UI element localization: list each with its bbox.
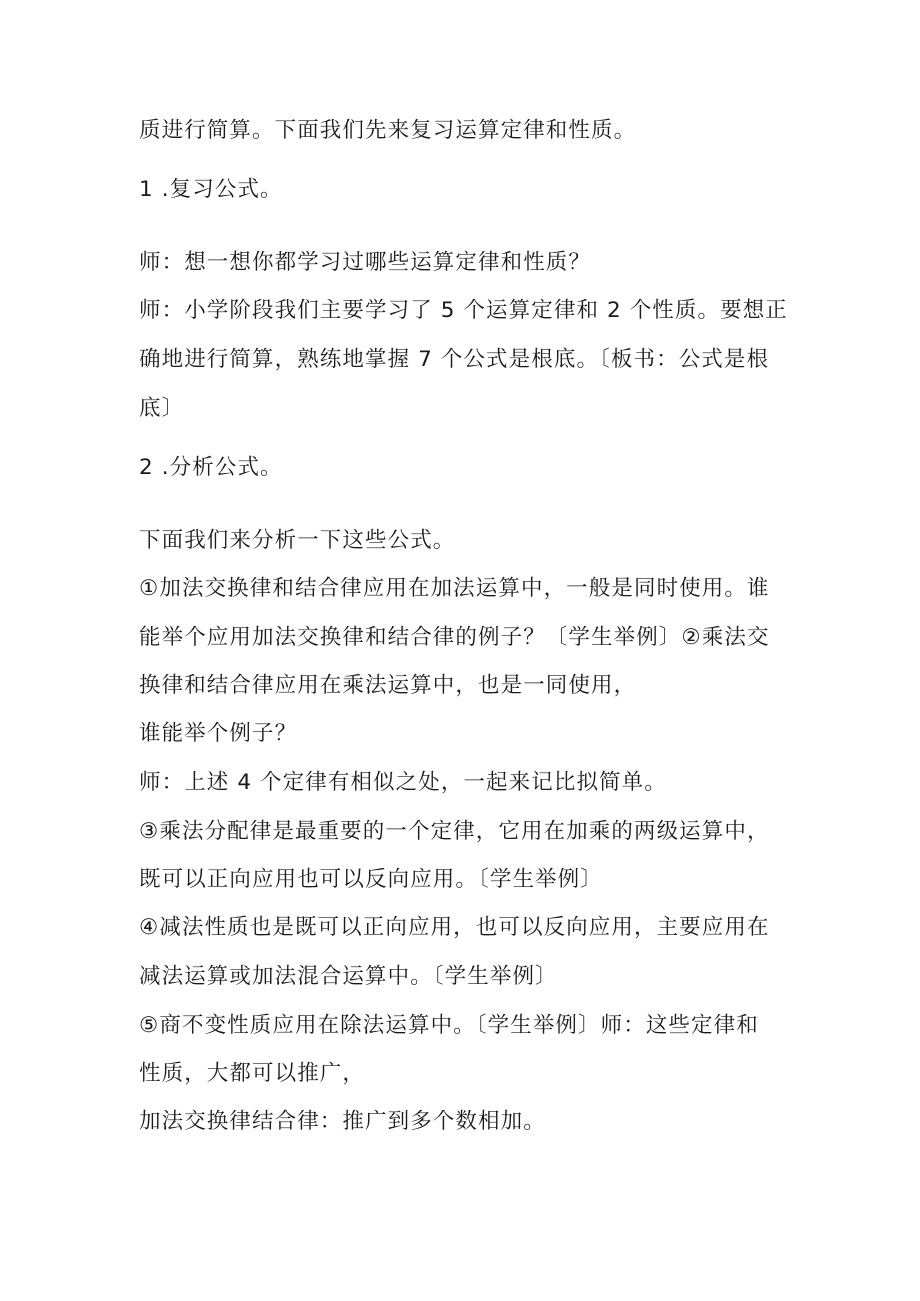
text-line-teacher-3: 底〕: [139, 396, 185, 421]
text-line-question: 师：想一想你都学习过哪些运算定律和性质？: [139, 250, 592, 275]
text-line-point-5a: ⑤商不变性质应用在除法运算中。〔学生举例〕师：这些定律和: [139, 1013, 759, 1038]
text-line-point-1b: 能举个应用加法交换律和结合律的例子？〔学生举例〕②乘法交: [139, 625, 770, 650]
text-line-teacher-2: 确地进行简算，熟练地掌握 7 个公式是根底。〔板书：公式是根: [139, 347, 770, 372]
text-line-point-3a: ③乘法分配律是最重要的一个定律，它用在加乘的两级运算中，: [139, 819, 770, 844]
text-line-point-3b: 既可以正向应用也可以反向应用。〔学生举例〕: [139, 867, 603, 892]
text-line-point-4b: 减法运算或加法混合运算中。〔学生举例〕: [139, 964, 558, 989]
text-line-intro: 质进行简算。下面我们先来复习运算定律和性质。: [139, 118, 637, 143]
text-line-teacher-1: 师：小学阶段我们主要学习了 5 个运算定律和 2 个性质。要想正: [139, 298, 788, 323]
text-line-teacher-4: 师：上述 4 个定律有相似之处，一起来记比拟简单。: [139, 770, 667, 795]
text-line-point-4a: ④减法性质也是既可以正向应用，也可以反向应用，主要应用在: [139, 915, 770, 940]
text-line-point-2b: 谁能举个例子？: [139, 721, 298, 746]
section-heading-review: 1 .复习公式。: [139, 177, 283, 202]
text-line-point-2a: 换律和结合律应用在乘法运算中，也是一同使用，: [139, 673, 637, 698]
text-line-point-1a: ①加法交换律和结合律应用在加法运算中，一般是同时使用。谁: [139, 576, 770, 601]
section-heading-analyze: 2 .分析公式。: [139, 455, 283, 480]
text-line-point-5b: 性质，大都可以推广，: [139, 1061, 366, 1086]
text-line-final: 加法交换律结合律：推广到多个数相加。: [139, 1109, 546, 1134]
text-line-analyze-intro: 下面我们来分析一下这些公式。: [139, 528, 456, 553]
